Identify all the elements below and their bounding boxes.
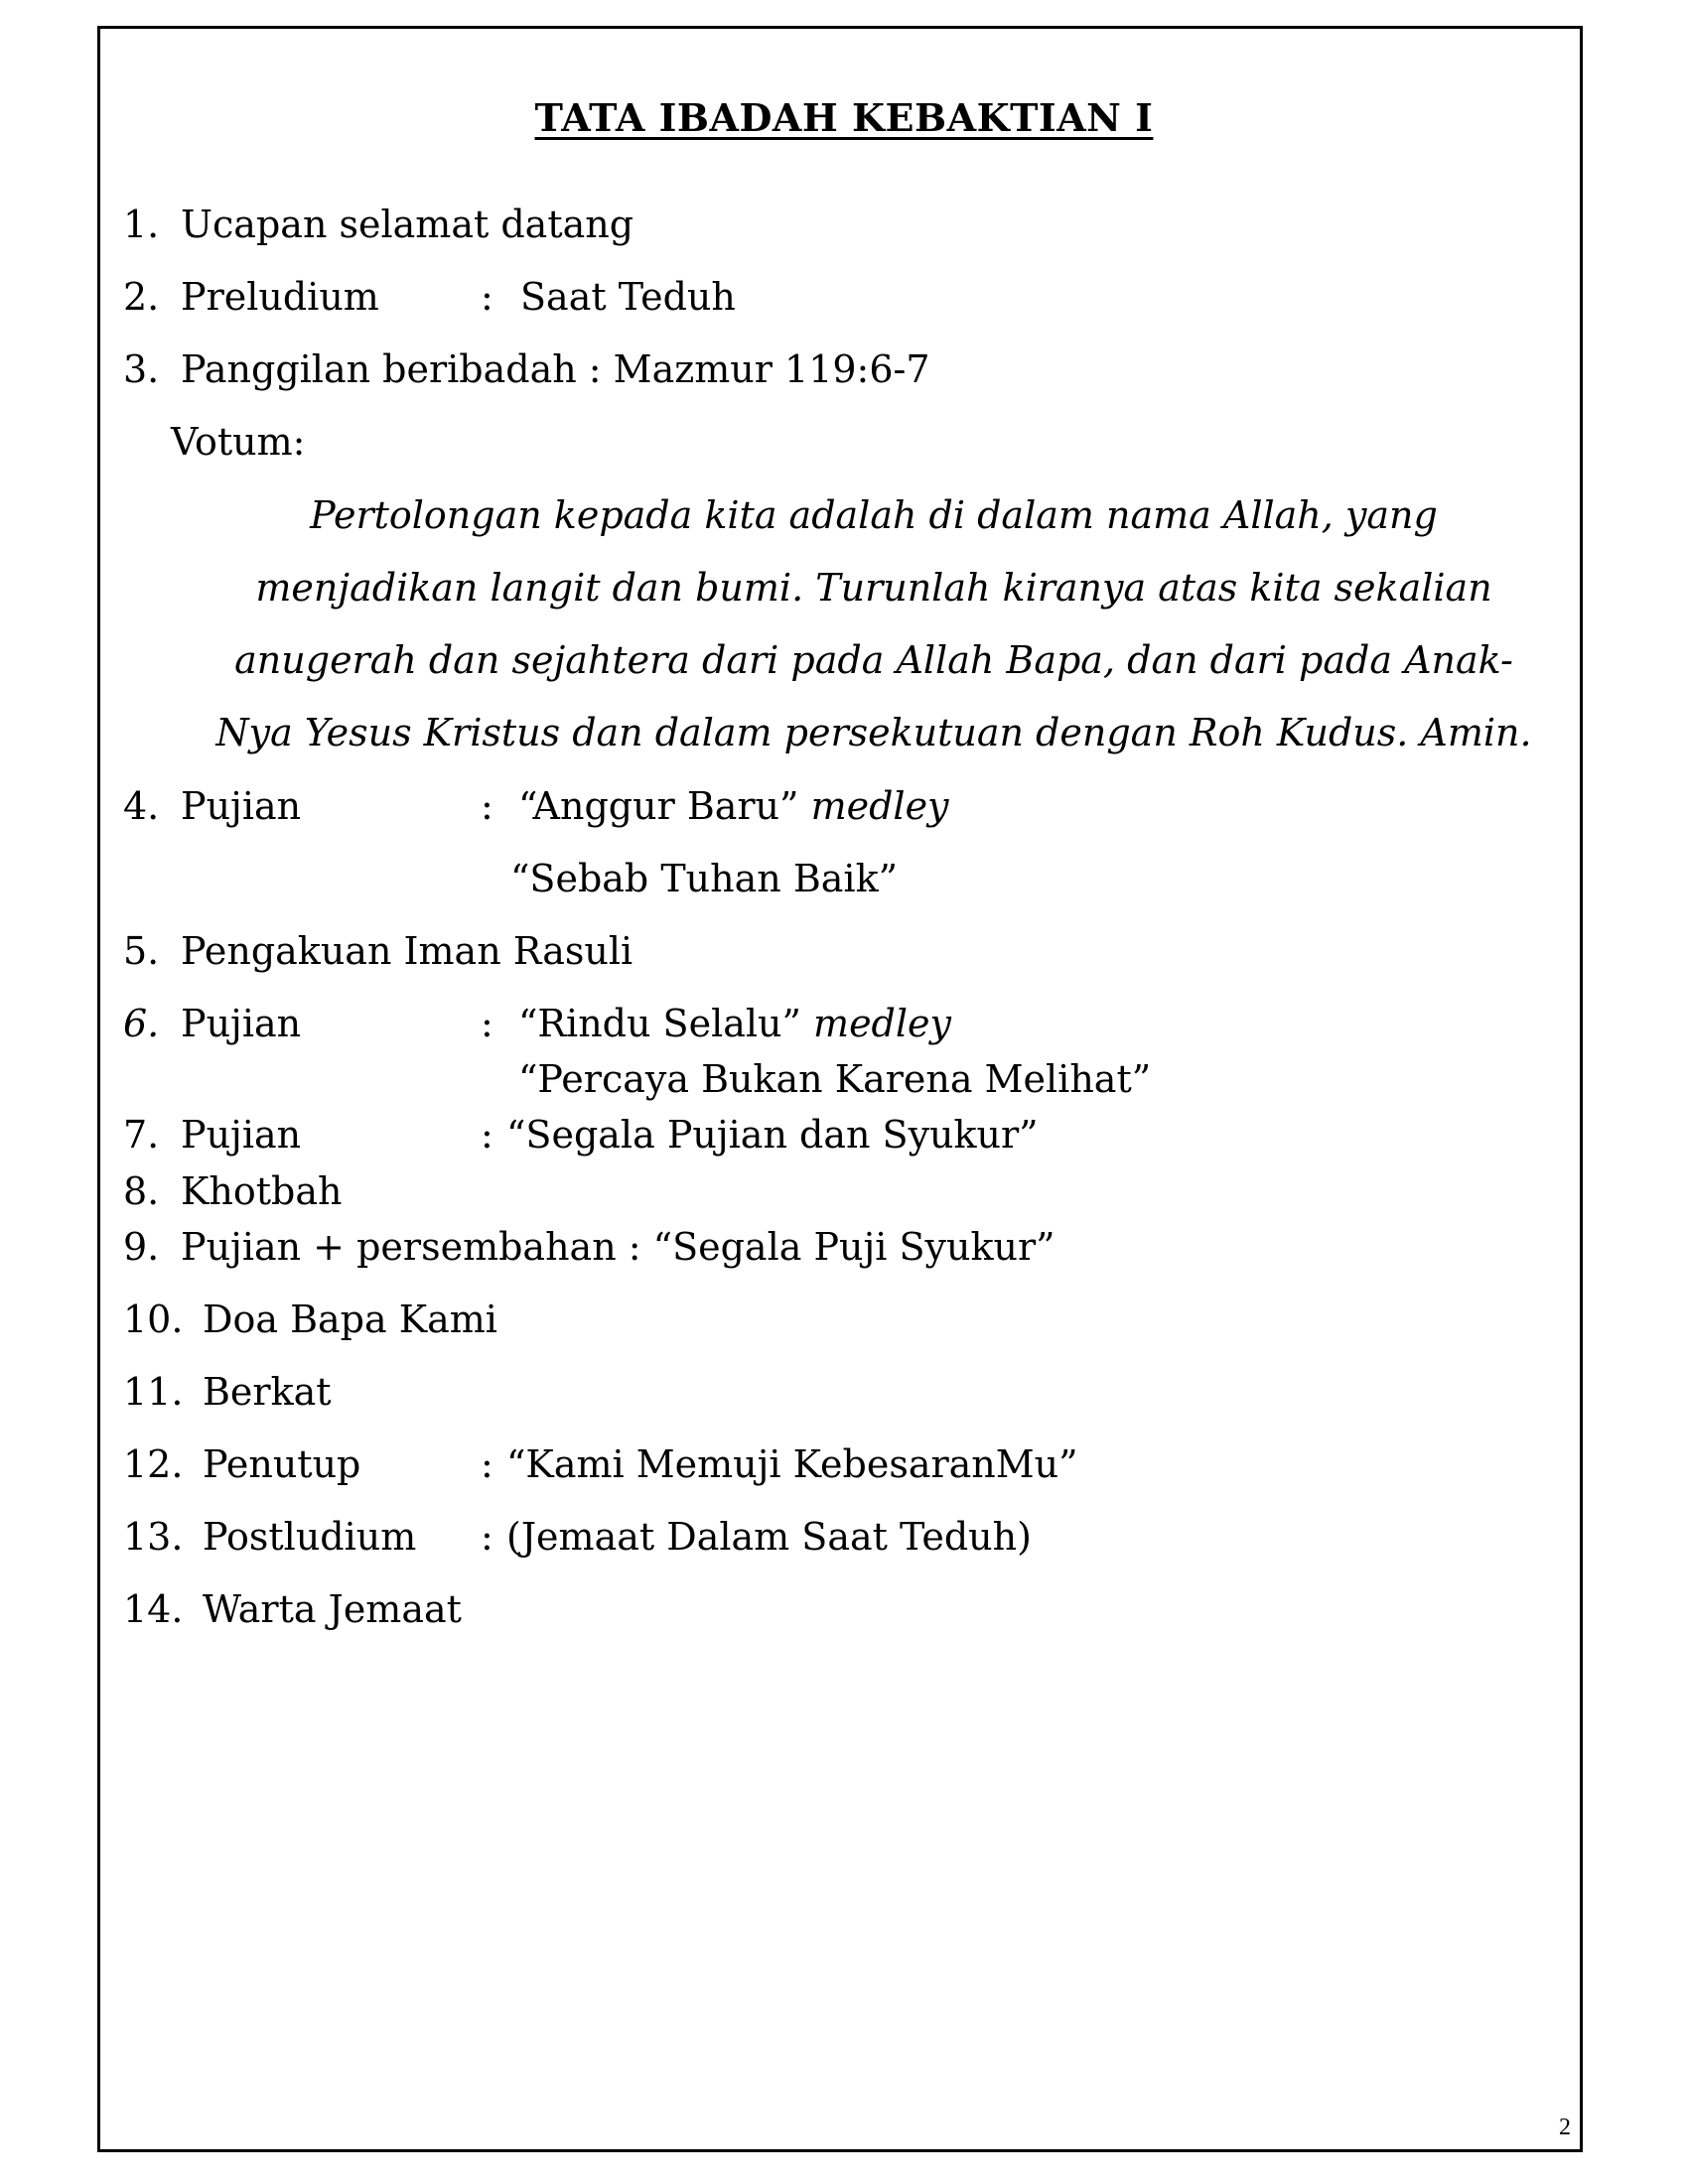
item-label: Pujian + persembahan : “Segala Puji Syukur” [181, 1225, 1055, 1269]
item-separator: : [481, 784, 493, 828]
item-label: Pengakuan Iman Rasuli [181, 929, 633, 973]
votum-line: Nya Yesus Kristus dan dalam persekutuan dengan Roh Kudus. Amin. [215, 711, 1532, 754]
item-number: 11. [123, 1370, 184, 1414]
item-number: 5. [123, 929, 160, 973]
votum-line: menjadikan langit dan bumi. Turunlah kiranya atas kita sekalian [255, 566, 1492, 610]
item-label: Penutup [203, 1442, 361, 1486]
item-label: Pujian [181, 1113, 302, 1157]
item-number: 3. [123, 347, 160, 391]
page-number: 2 [1559, 2115, 1571, 2140]
song-title: “Rindu Selalu” [518, 1002, 801, 1045]
item-value [518, 1002, 951, 1045]
votum-line: Pertolongan kepada kita adalah di dalam nama Allah, yang [310, 493, 1438, 537]
item-value [518, 784, 949, 828]
item-number: 1. [123, 203, 160, 246]
item-separator: : [481, 1002, 493, 1045]
item-label: Ucapan selamat datang [181, 203, 634, 246]
medley-note: medley [813, 1002, 951, 1045]
item-number: 12. [123, 1442, 184, 1486]
item-number: 14. [123, 1587, 184, 1631]
item-separator: : [481, 1113, 493, 1157]
item-value: Saat Teduh [520, 275, 736, 319]
votum-text [169, 479, 1579, 769]
item-label: Warta Jemaat [203, 1587, 462, 1631]
item-label: Postludium [203, 1515, 417, 1559]
item-label: Khotbah [181, 1169, 343, 1213]
item-value: “Kami Memuji KebesaranMu” [506, 1442, 1078, 1486]
item-label: Panggilan beribadah : Mazmur 119:6-7 [181, 347, 930, 391]
document-title: TATA IBADAH KEBAKTIAN I [534, 95, 1154, 140]
item-label: Preludium [181, 275, 379, 319]
item-number: 8. [123, 1169, 160, 1213]
item-separator: : [481, 1515, 493, 1559]
item-value-continued: “Sebab Tuhan Baik” [510, 857, 899, 900]
item-number: 2. [123, 275, 160, 319]
song-title: “Anggur Baru” [518, 784, 799, 828]
votum-label: Votum: [171, 420, 306, 464]
item-number: 6. [123, 1002, 160, 1045]
item-value: (Jemaat Dalam Saat Teduh) [506, 1515, 1032, 1559]
item-number: 13. [123, 1515, 184, 1559]
item-value-continued: “Percaya Bukan Karena Melihat” [518, 1057, 1152, 1101]
item-separator: : [481, 1442, 493, 1486]
item-number: 4. [123, 784, 160, 828]
item-label: Pujian [181, 784, 302, 828]
item-label: Berkat [203, 1370, 332, 1414]
votum-line: anugerah dan sejahtera dari pada Allah Bapa, dan dari pada Anak- [234, 638, 1513, 682]
medley-note: medley [810, 784, 949, 828]
item-number: 7. [123, 1113, 160, 1157]
item-label: Pujian [181, 1002, 302, 1045]
item-number: 9. [123, 1225, 160, 1269]
item-number: 10. [123, 1297, 184, 1341]
item-separator: : [481, 275, 493, 319]
item-label: Doa Bapa Kami [203, 1297, 497, 1341]
item-value: “Segala Pujian dan Syukur” [506, 1113, 1039, 1157]
